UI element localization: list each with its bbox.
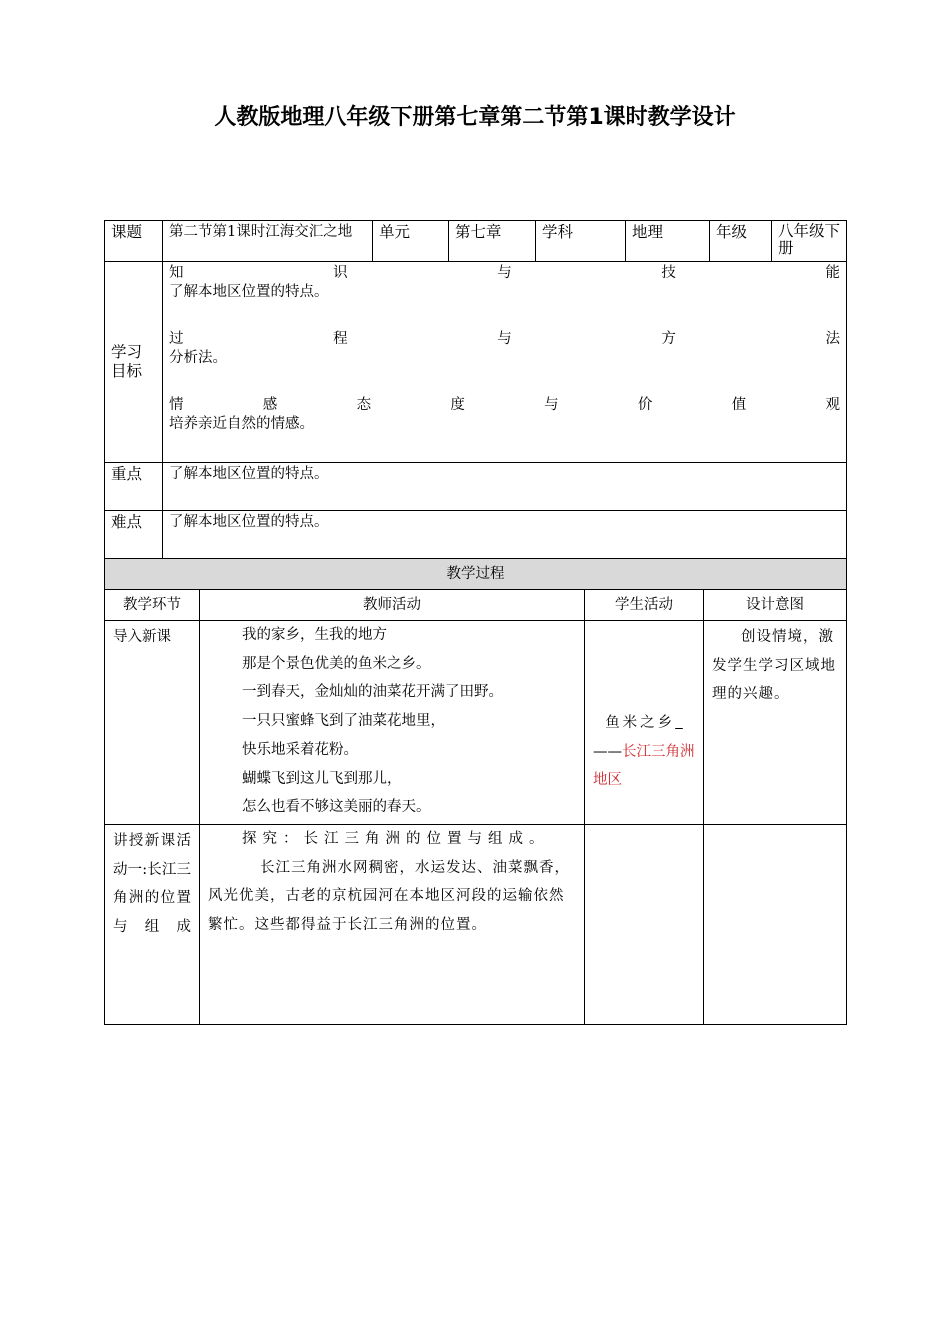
key-point-text: 了解本地区位置的特点。 — [163, 463, 847, 511]
design-intent-intro: 创设情境，激发学生学习区域地理的兴趣。 — [704, 621, 847, 825]
teacher-line: 我的家乡，生我的地方 — [242, 627, 387, 643]
unit-label: 单元 — [373, 221, 449, 262]
objectives-content — [163, 262, 847, 463]
process-heading: 过 程 与 方 法 — [169, 331, 840, 347]
topic-value: 第二节第1课时江海交汇之地 — [163, 221, 373, 262]
key-point-label: 重点 — [105, 463, 163, 511]
teacher-line: 蝴蝶飞到这儿飞到那儿， — [242, 770, 402, 787]
teacher-heading: 探究：长江三角洲的位置与组成。 — [242, 830, 550, 847]
grade-value: 八年级下册 — [772, 221, 847, 262]
student-highlight: 长江三角洲地区 — [593, 743, 695, 789]
student-dash: —— — [593, 743, 622, 760]
knowledge-heading: 知 识 与 技 能 — [169, 265, 840, 281]
col-student-header: 学生活动 — [585, 590, 704, 621]
col-stage-header: 教学环节 — [105, 590, 200, 621]
knowledge-text: 了解本地区位置的特点。 — [169, 284, 329, 300]
difficulty-text: 了解本地区位置的特点。 — [163, 511, 847, 559]
lesson-info-table — [104, 220, 847, 559]
emotion-heading: 情 感 态 度 与 价 值 观 — [169, 397, 840, 413]
teacher-line: 那是个景色优美的鱼米之乡。 — [242, 655, 431, 672]
student-activity-intro — [585, 621, 704, 825]
subject-label: 学科 — [536, 221, 626, 262]
stage-activity-one: 讲授新课活动一:长江三角洲的位置与组成 — [105, 824, 200, 1024]
teacher-line: 一只只蜜蜂飞到了油菜花地里， — [242, 713, 445, 730]
stage-intro: 导入新课 — [105, 621, 200, 825]
grade-label: 年级 — [710, 221, 772, 262]
student-prefix: 鱼米之乡 — [605, 715, 676, 731]
objectives-label: 学习目标 — [105, 262, 163, 463]
subject-value: 地理 — [626, 221, 710, 262]
teaching-process-table — [104, 558, 847, 1025]
design-intent-one — [704, 824, 847, 1024]
teacher-text-1: 长江三角洲水网稠密，水运发达、油菜飘香， — [260, 859, 570, 876]
difficulty-label: 难点 — [105, 511, 163, 559]
process-heading-bar: 教学过程 — [105, 559, 847, 590]
unit-value: 第七章 — [449, 221, 536, 262]
student-activity-one — [585, 824, 704, 1024]
col-teacher-header: 教师活动 — [200, 590, 585, 621]
emotion-text: 培养亲近自然的情感。 — [169, 416, 314, 432]
col-intent-header: 设计意图 — [704, 590, 847, 621]
teacher-text-2: 风光优美，古老的京杭园河在本地区河段的运输依然繁忙。这些都得益于长江三角洲的位置。 — [208, 888, 565, 934]
teacher-activity-intro — [200, 621, 585, 825]
teacher-activity-one — [200, 824, 585, 1024]
topic-label: 课题 — [105, 221, 163, 262]
teacher-line: 一到春天，金灿灿的油菜花开满了田野。 — [242, 684, 503, 701]
teacher-line: 快乐地采着花粉。 — [242, 741, 358, 758]
teacher-line: 怎么也看不够这美丽的春天。 — [242, 799, 431, 816]
page-title: 人教版地理八年级下册第七章第二节第1课时教学设计 — [214, 105, 736, 130]
process-text: 分析法。 — [169, 350, 227, 366]
